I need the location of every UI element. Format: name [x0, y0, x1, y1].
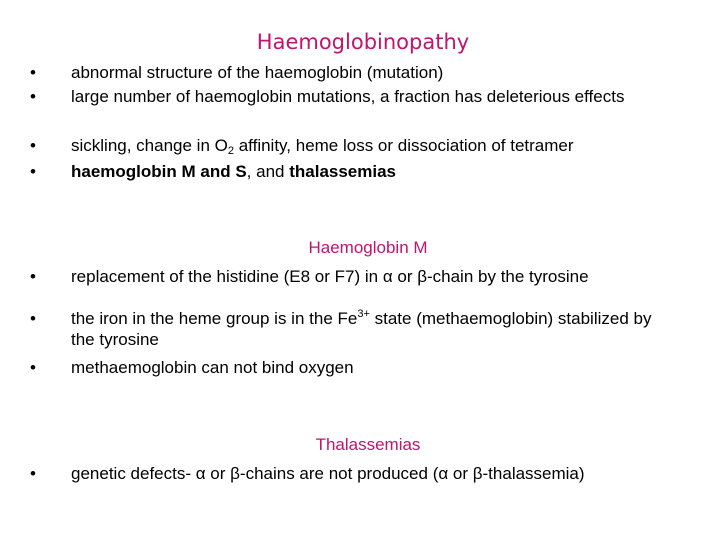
- text-segment: the iron in the heme group is in the Fe: [71, 309, 358, 328]
- list-item-text: large number of haemoglobin mutations, a fraction has deleterious effects: [71, 87, 625, 106]
- subscript: 2: [227, 145, 234, 157]
- text-segment: state (methaemoglobin) stabilized by the tyrosine: [71, 309, 652, 349]
- list-item: [26, 463, 706, 484]
- bullet-icon: •: [30, 63, 36, 82]
- section-heading-haemoglobin-m: Haemoglobin M: [308, 238, 428, 257]
- list-item-text: abnormal structure of the haemoglobin (mutation): [71, 63, 444, 82]
- bullet-icon: •: [30, 267, 36, 286]
- superscript: 3+: [357, 308, 370, 320]
- bullet-icon: •: [30, 464, 36, 483]
- bullet-icon: •: [30, 358, 36, 377]
- list-item: [26, 357, 706, 378]
- page-title: Haemoglobinopathy: [256, 30, 470, 54]
- text-segment: affinity, heme loss or dissociation of tetramer: [234, 136, 574, 155]
- list-item: [26, 308, 706, 350]
- list-item: [26, 62, 706, 83]
- bold-term: thalassemias: [289, 162, 397, 181]
- bullet-icon: •: [30, 87, 36, 106]
- bullet-icon: •: [30, 136, 36, 155]
- section-heading-thalassemias: Thalassemias: [315, 435, 421, 454]
- list-item-text: methaemoglobin can not bind oxygen: [71, 358, 354, 377]
- text-segment: sickling, change in O: [71, 136, 228, 155]
- list-item: [26, 161, 706, 182]
- list-item: [26, 86, 706, 107]
- list-item-text: [71, 135, 706, 156]
- list-item-text: replacement of the histidine (E8 or F7) in α or β-chain by the tyrosine: [71, 267, 589, 286]
- list-item-text: [71, 308, 671, 350]
- list-item-text: [71, 161, 706, 182]
- bullet-icon: •: [30, 162, 36, 181]
- list-item: [26, 266, 706, 287]
- list-item-text: genetic defects- α or β-chains are not produced (α or β-thalassemia): [71, 464, 585, 483]
- list-item: [26, 135, 706, 156]
- bullet-icon: •: [30, 309, 36, 328]
- text-segment: , and: [246, 162, 290, 181]
- bold-term: haemoglobin M and S: [71, 162, 247, 181]
